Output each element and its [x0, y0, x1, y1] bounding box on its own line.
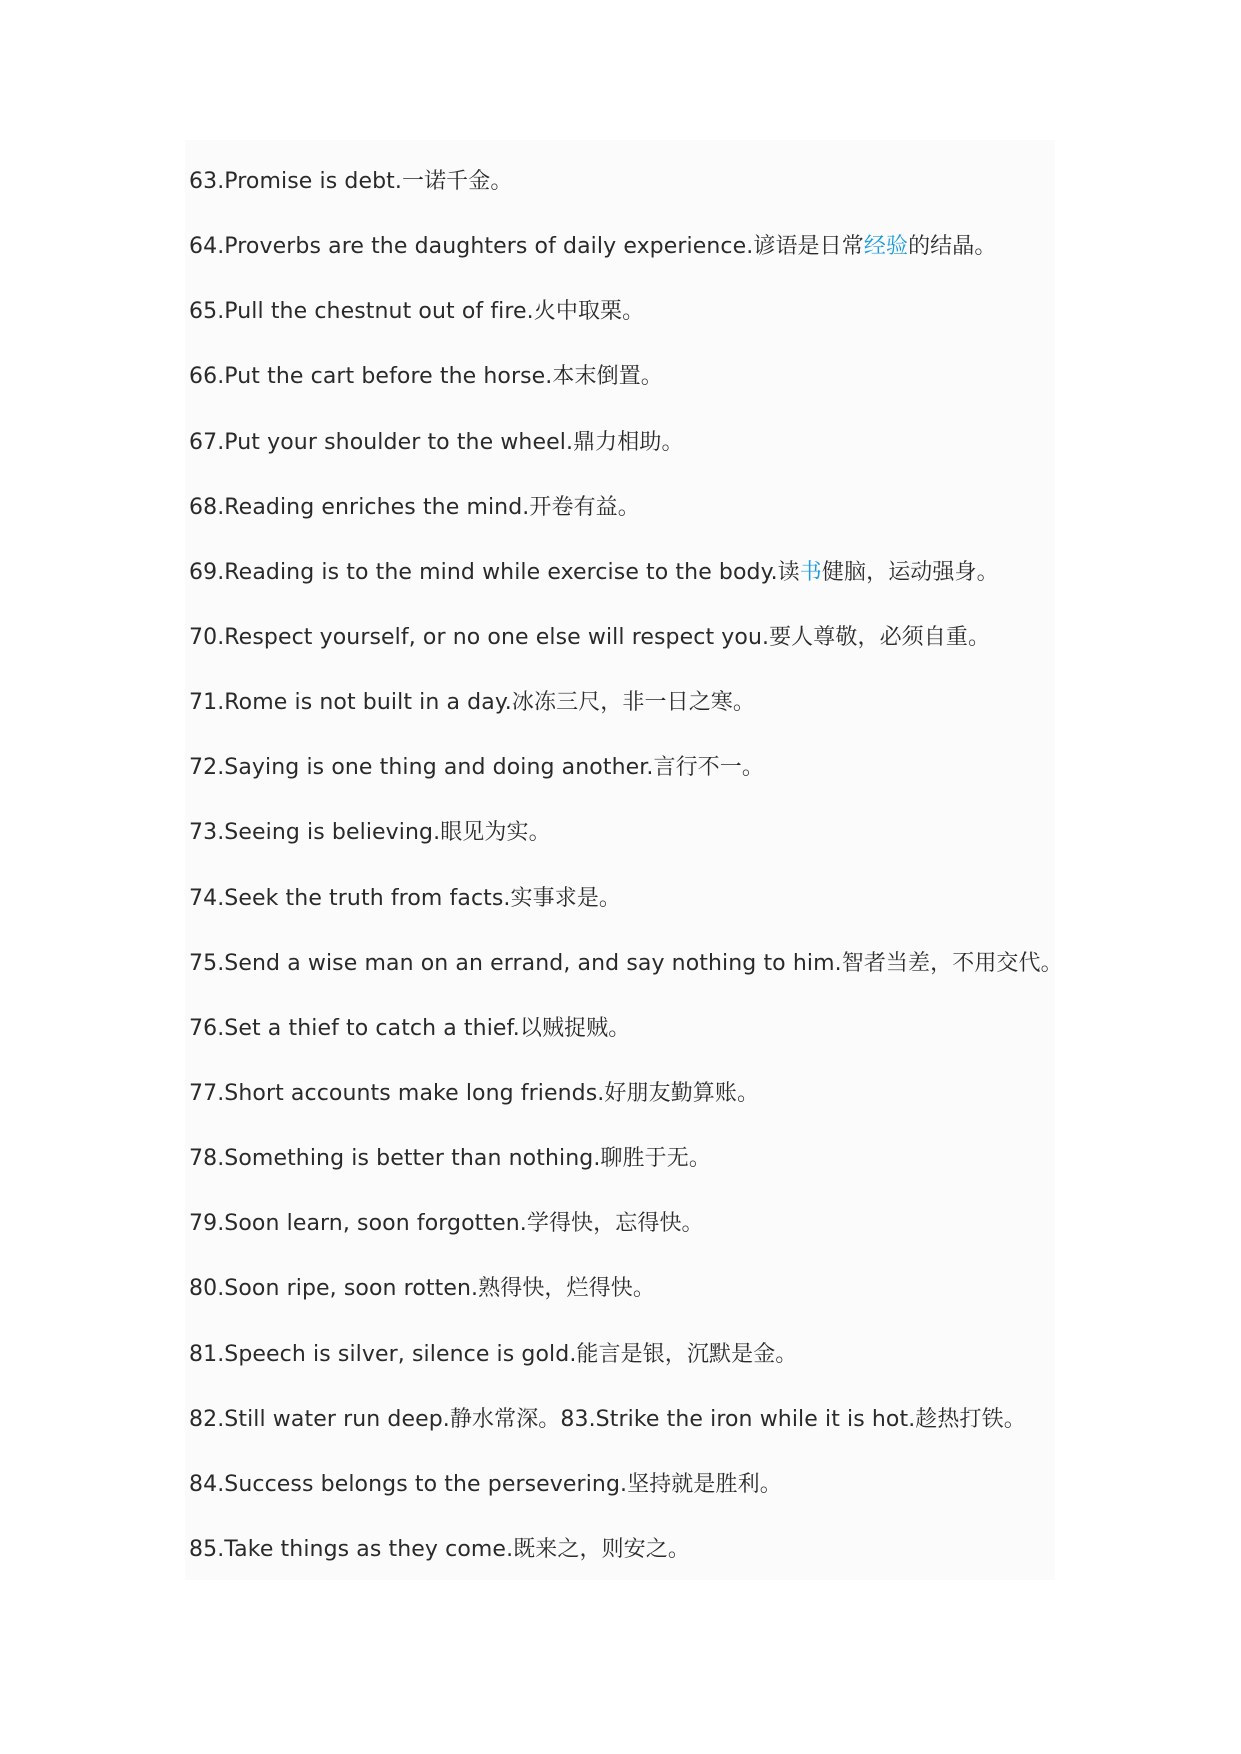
proverb-text: 70.Respect yourself, or no one else will respect you.要人尊敬，必须自重。: [189, 624, 991, 650]
proverb-line: [189, 1398, 1089, 1463]
proverb-text: 64.Proverbs are the daughters of daily experience.谚语是日常: [189, 234, 864, 260]
proverb-line: [189, 1528, 1089, 1593]
proverb-text: 71.Rome is not built in a day.冰冻三尺，非一日之寒。: [189, 690, 755, 716]
proverb-text: 的结晶。: [908, 234, 997, 260]
proverb-line: [189, 1267, 1089, 1332]
proverb-line: [189, 746, 1089, 811]
proverb-line: [189, 1202, 1089, 1267]
proverb-line: [189, 551, 1089, 616]
proverb-text: 72.Saying is one thing and doing another.言行不一。: [189, 755, 764, 781]
proverb-line: [189, 1463, 1089, 1528]
proverb-text: 74.Seek the truth from facts.实事求是。: [189, 885, 622, 911]
proverb-line: [189, 1007, 1089, 1072]
proverb-text: 82.Still water run deep.静水常深。83.Strike the iron while it is hot.趁热打铁。: [189, 1406, 1026, 1432]
proverb-line: [189, 681, 1089, 746]
proverb-line: [189, 877, 1089, 942]
proverb-text: 77.Short accounts make long friends.好朋友勤算账。: [189, 1080, 760, 1106]
proverb-line: [189, 355, 1089, 420]
proverb-line: [189, 421, 1089, 486]
proverb-text: 78.Something is better than nothing.聊胜于无。: [189, 1146, 711, 1172]
proverb-line: [189, 290, 1089, 355]
proverb-text: 健脑，运动强身。: [821, 559, 999, 585]
proverb-text: 85.Take things as they come.既来之，则安之。: [189, 1536, 690, 1562]
proverb-text: 67.Put your shoulder to the wheel.鼎力相助。: [189, 429, 684, 455]
proverb-line: [189, 1072, 1089, 1137]
proverb-text: 80.Soon ripe, soon rotten.熟得快，烂得快。: [189, 1276, 655, 1302]
proverb-text: 68.Reading enriches the mind.开卷有益。: [189, 494, 640, 520]
proverb-line: [189, 1333, 1089, 1398]
proverb-text: 84.Success belongs to the persevering.坚持就是胜利。: [189, 1471, 782, 1497]
proverb-text: 66.Put the cart before the horse.本末倒置。: [189, 364, 663, 390]
proverb-line: [189, 942, 1089, 1007]
proverb-line: [189, 1137, 1089, 1202]
proverb-text: 81.Speech is silver, silence is gold.能言是银，沉默是金。: [189, 1341, 798, 1367]
proverb-line: [189, 160, 1089, 225]
proverb-text: 75.Send a wise man on an errand, and say nothing to him.智者当差，不用交代。: [189, 950, 1063, 976]
proverb-text: 65.Pull the chestnut out of fire.火中取栗。: [189, 299, 645, 325]
keyword-link[interactable]: 书: [799, 559, 822, 585]
proverb-text: 63.Promise is debt.一诺千金。: [189, 169, 513, 194]
proverb-line: [189, 811, 1089, 876]
proverb-text: 69.Reading is to the mind while exercise to the body.读: [189, 559, 800, 585]
proverb-line: [189, 486, 1089, 551]
proverb-text: 73.Seeing is believing.眼见为实。: [189, 820, 551, 846]
proverb-line: [189, 616, 1089, 681]
proverb-line: [189, 225, 1089, 290]
keyword-link[interactable]: 经验: [863, 234, 909, 260]
proverb-text: 79.Soon learn, soon forgotten.学得快，忘得快。: [189, 1211, 704, 1237]
proverb-text: 76.Set a thief to catch a thief.以贼捉贼。: [189, 1015, 631, 1041]
proverb-list: [189, 160, 1089, 1593]
